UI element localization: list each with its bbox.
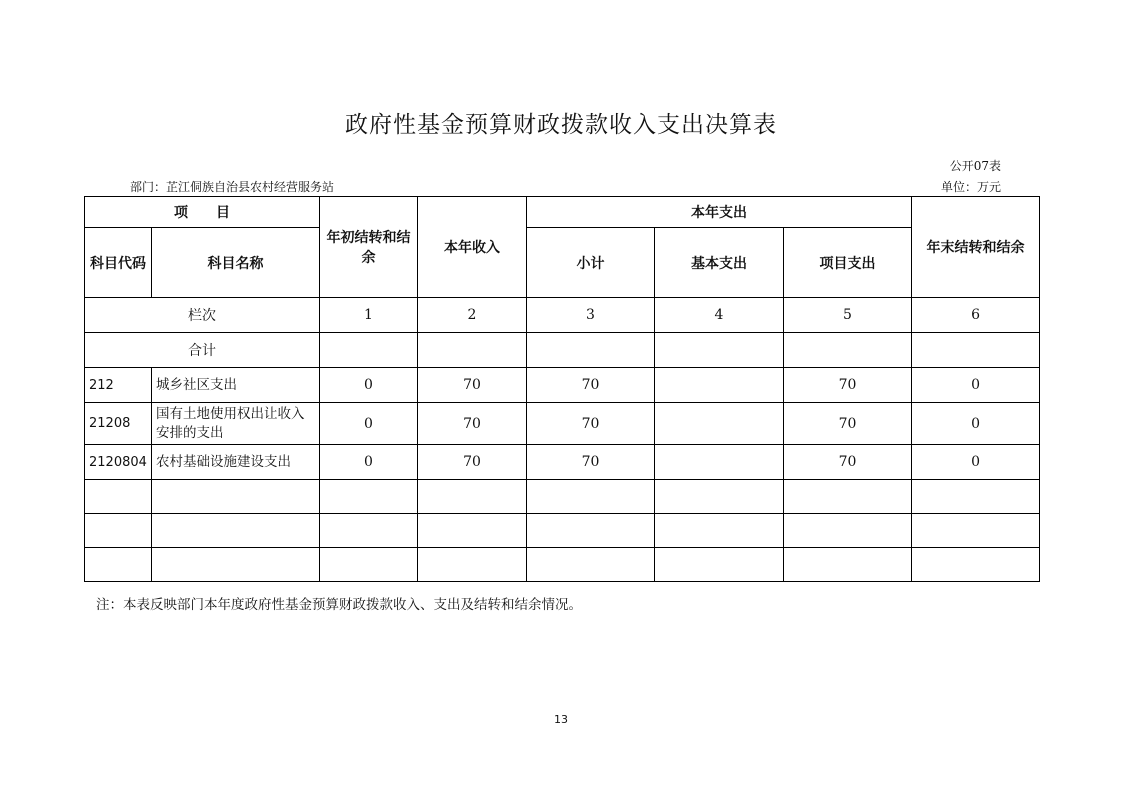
header-code: 科目代码: [85, 228, 152, 298]
value-cell: [655, 480, 784, 514]
value-cell: [418, 480, 527, 514]
value-cell: [527, 514, 655, 548]
value-cell: 70: [418, 445, 527, 480]
value-cell: [527, 548, 655, 582]
total-cell: [527, 333, 655, 368]
page-number: 13: [554, 713, 568, 726]
total-cell: [320, 333, 418, 368]
column-index-row: [85, 298, 1040, 333]
value-cell: [418, 514, 527, 548]
header-project: 项目支出: [784, 228, 912, 298]
value-cell: 70: [527, 368, 655, 403]
unit-label: 单位：万元: [940, 180, 1001, 194]
column-index-cell: 4: [655, 298, 784, 333]
page-title: 政府性基金预算财政拨款收入支出决算表: [345, 112, 777, 138]
header-name: 科目名称: [152, 228, 320, 298]
value-cell: 70: [418, 403, 527, 445]
value-cell: [784, 514, 912, 548]
column-index-cell: 2: [418, 298, 527, 333]
subject-name: 城乡社区支出: [152, 368, 320, 403]
table-row: [85, 403, 1040, 445]
value-cell: 70: [784, 445, 912, 480]
total-label: 合计: [85, 333, 320, 368]
value-cell: 0: [912, 368, 1040, 403]
subject-name: 国有土地使用权出让收入安排的支出: [152, 403, 320, 445]
value-cell: 0: [320, 445, 418, 480]
value-cell: [912, 514, 1040, 548]
value-cell: 0: [320, 368, 418, 403]
subject-name: [152, 548, 320, 582]
column-index-cell: 3: [527, 298, 655, 333]
column-index-cell: 5: [784, 298, 912, 333]
value-cell: 70: [784, 368, 912, 403]
value-cell: [655, 514, 784, 548]
column-index-label: 栏次: [85, 298, 320, 333]
value-cell: [655, 403, 784, 445]
value-cell: 70: [418, 368, 527, 403]
value-cell: [320, 548, 418, 582]
value-cell: [655, 368, 784, 403]
subject-name: 农村基础设施建设支出: [152, 445, 320, 480]
total-cell: [655, 333, 784, 368]
form-code: 公开07表: [949, 159, 1001, 173]
subject-code: 21208: [85, 403, 152, 445]
value-cell: 70: [527, 403, 655, 445]
value-cell: [784, 548, 912, 582]
subject-code: 212: [85, 368, 152, 403]
value-cell: [784, 480, 912, 514]
subject-code: [85, 514, 152, 548]
table-row: [85, 480, 1040, 514]
subject-code: [85, 480, 152, 514]
header-income: 本年收入: [418, 197, 527, 298]
header-basic: 基本支出: [655, 228, 784, 298]
department-label: 部门：芷江侗族自治县农村经营服务站: [130, 180, 335, 194]
total-cell: [784, 333, 912, 368]
header-subtotal: 小计: [527, 228, 655, 298]
table-row: [85, 445, 1040, 480]
value-cell: 70: [527, 445, 655, 480]
value-cell: [655, 445, 784, 480]
header-closing-balance: 年末结转和结余: [912, 197, 1040, 298]
table-row: [85, 368, 1040, 403]
value-cell: [320, 480, 418, 514]
value-cell: 0: [912, 403, 1040, 445]
value-cell: [912, 548, 1040, 582]
value-cell: 70: [784, 403, 912, 445]
budget-table: [84, 196, 1040, 582]
value-cell: 0: [320, 403, 418, 445]
header-opening-balance: 年初结转和结余: [320, 197, 418, 298]
value-cell: [527, 480, 655, 514]
total-row: [85, 333, 1040, 368]
table-row: [85, 548, 1040, 582]
total-cell: [418, 333, 527, 368]
subject-code: 2120804: [85, 445, 152, 480]
subject-code: [85, 548, 152, 582]
value-cell: [418, 548, 527, 582]
value-cell: 0: [912, 445, 1040, 480]
column-index-cell: 1: [320, 298, 418, 333]
table-row: [85, 514, 1040, 548]
subject-name: [152, 514, 320, 548]
header-item: 项 目: [85, 197, 320, 228]
value-cell: [655, 548, 784, 582]
footnote: 注：本表反映部门本年度政府性基金预算财政拨款收入、支出及结转和结余情况。: [96, 597, 582, 613]
total-cell: [912, 333, 1040, 368]
value-cell: [320, 514, 418, 548]
column-index-cell: 6: [912, 298, 1040, 333]
value-cell: [912, 480, 1040, 514]
subject-name: [152, 480, 320, 514]
header-expenditure: 本年支出: [527, 197, 912, 228]
